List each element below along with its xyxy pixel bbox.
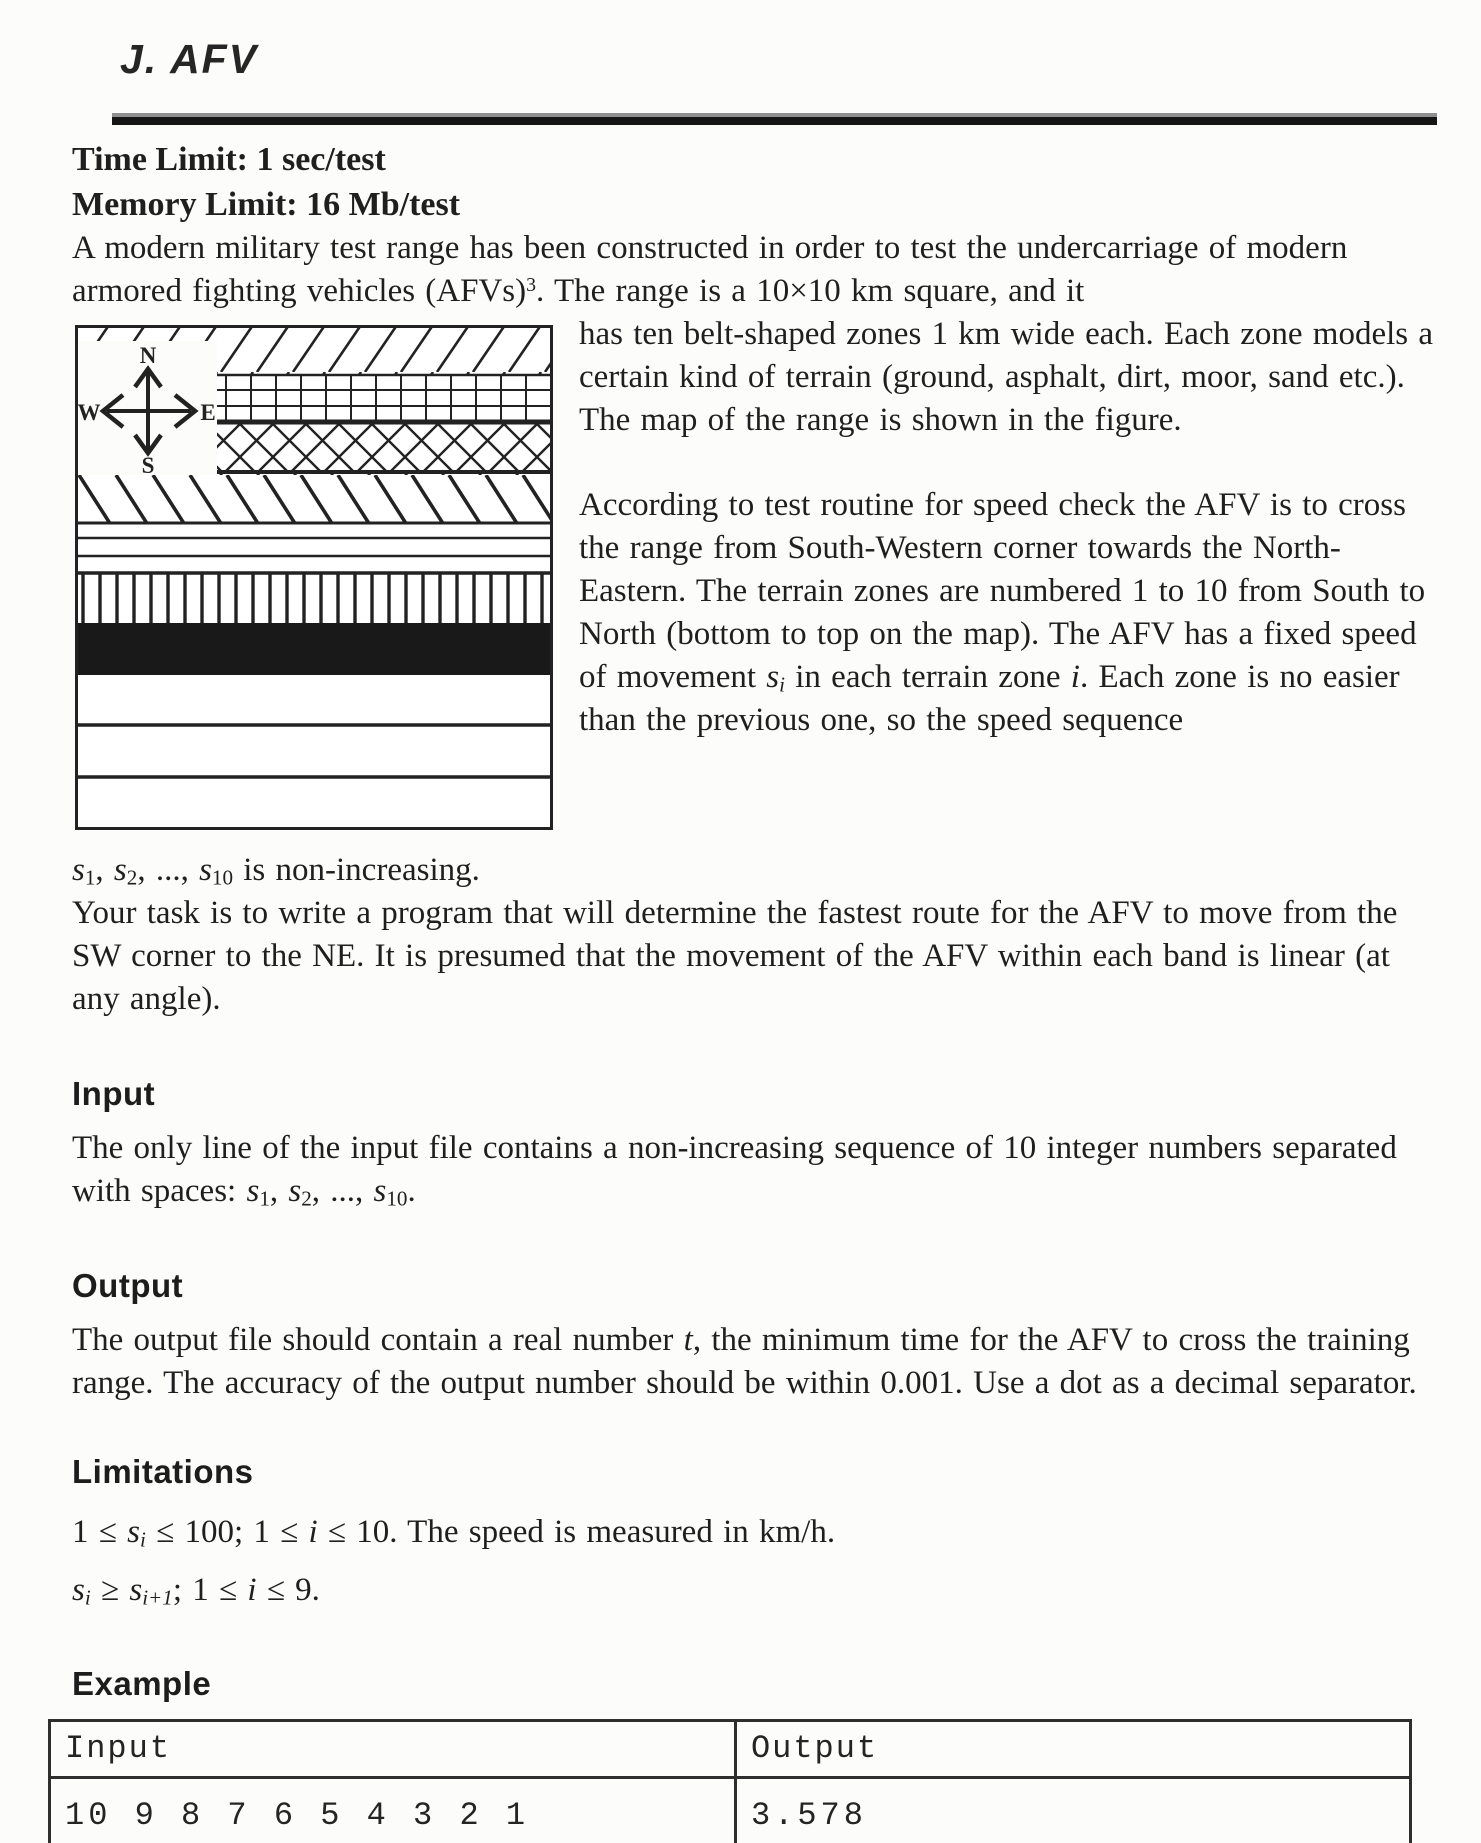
example-table-header-row <box>50 1721 1411 1778</box>
compass-label-west: W <box>77 400 101 425</box>
zone-6-band <box>78 523 550 573</box>
zone-5-band <box>78 573 550 623</box>
range-map-figure <box>75 325 553 835</box>
example-heading: Example <box>72 1665 212 1702</box>
statement-routine: According to test routine for speed check the AFV is to cross the range from South-Western corner towards the North-Eastern. The terrain zones are numbered 1 to 10 from South to North (bottom to top on the map). The AFV has a fixed speed of movement $s_i$ in each terrain zone i. Each zone is no easier than the previous one, so the speed sequence <box>579 487 1426 738</box>
statement-intro-a: A modern military test range has been constructed in order to test the undercarriage of modern armored fighting vehicles (AFVs)$^3$. The range is a 10×10 km square, and it <box>72 230 1348 309</box>
example-table <box>48 1719 1412 1843</box>
input-body: The only line of the input file contains a non-increasing sequence of 10 integer numbers separated with spaces: $s_1$, $s_2$, ..., $s_{10}$. <box>72 1130 1397 1211</box>
statement-sequence: $s_1$, $s_2$, ..., $s_{10}$ is non-increasing. <box>72 852 480 890</box>
zone-4-band <box>78 623 550 675</box>
zone-3-band <box>78 675 550 725</box>
table-header-output: Output <box>735 1721 1410 1778</box>
limitations-heading: Limitations <box>72 1453 254 1490</box>
memory-limit: Memory Limit: 16 Mb/test <box>72 186 461 223</box>
title-rule <box>112 113 1437 125</box>
zone-7-band <box>78 473 550 523</box>
zone-8-band <box>215 423 550 473</box>
zone-1-band <box>78 777 550 827</box>
output-heading: Output <box>72 1267 184 1304</box>
example-output-value: 3.578 <box>735 1778 1410 1843</box>
compass-label-east: E <box>200 400 216 425</box>
input-heading: Input <box>72 1075 156 1112</box>
compass-label-north: N <box>139 343 157 368</box>
example-input-value: 10 9 8 7 6 5 4 3 2 1 <box>50 1778 736 1843</box>
limitations-line-2: $s_i \ge s_{i+1}$; 1 ≤ i ≤ 9. <box>72 1572 320 1610</box>
zone-2-band <box>78 725 550 777</box>
statement-intro-b: has ten belt-shaped zones 1 km wide each. Each zone models a certain kind of terrain (ground, asphalt, dirt, moor, sand etc.). The map of the range is shown in the figure. <box>579 316 1434 438</box>
limitations-line-1: $1 \le s_i \le 100$; 1 ≤ i ≤ 10. The speed is measured in km/h. <box>72 1514 836 1552</box>
compass-label-south: S <box>141 453 155 478</box>
time-limit: Time Limit: 1 sec/test <box>72 141 386 178</box>
table-header-input: Input <box>50 1721 736 1778</box>
example-table-data-row <box>50 1778 1411 1843</box>
statement-task: Your task is to write a program that will determine the fastest route for the AFV to move from the SW corner to the NE. It is presumed that the movement of the AFV within each band is linear (at any angle). <box>72 895 1398 1017</box>
output-body: The output file should contain a real number t, the minimum time for the AFV to cross the training range. The accuracy of the output number should be within 0.001. Use a dot as a decimal separator. <box>72 1322 1417 1401</box>
range-map <box>75 325 553 830</box>
zone-9-band <box>215 375 550 423</box>
page-title: J. AFV <box>120 36 259 82</box>
